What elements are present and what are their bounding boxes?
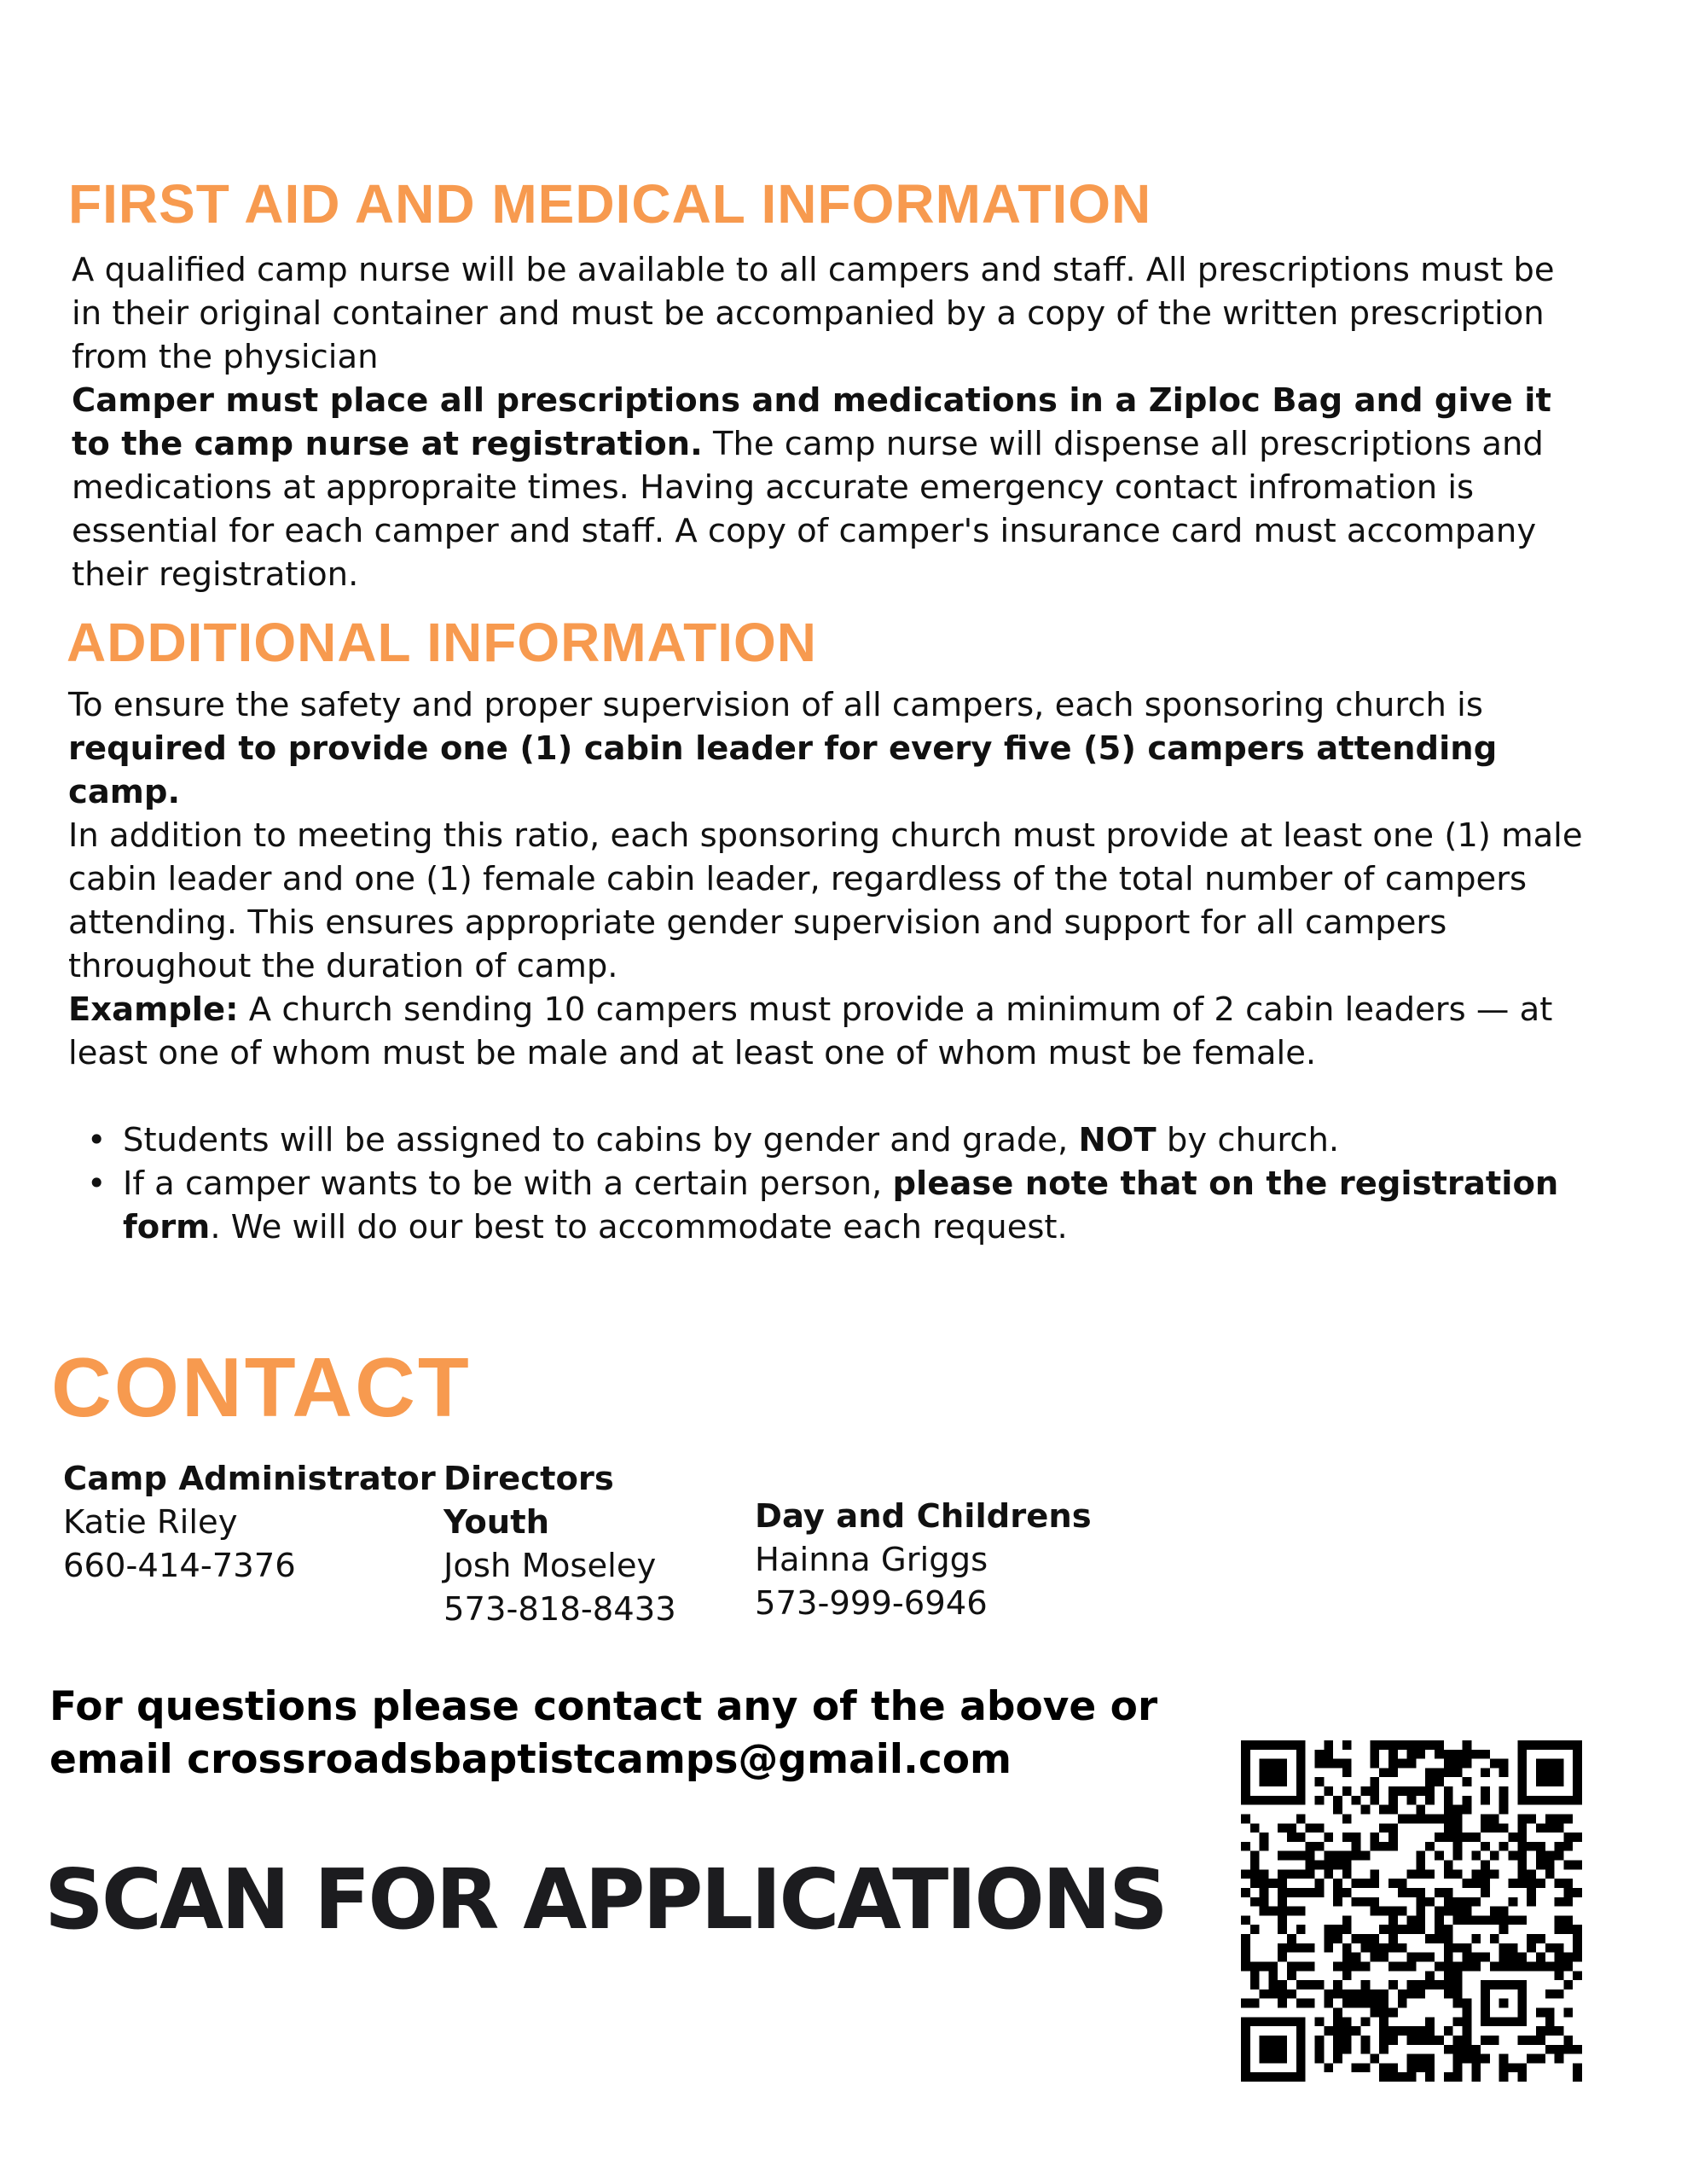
admin-phone: 660-414-7376 xyxy=(63,1547,296,1585)
directors-title: Directors xyxy=(443,1460,614,1498)
bullet2-post: . We will do our best to accommodate each request. xyxy=(210,1208,1068,1246)
youth-phone: 573-818-8433 xyxy=(443,1590,676,1629)
questions-line-1: For questions please contact any of the above or xyxy=(49,1683,1158,1730)
questions-text xyxy=(49,1681,1157,1786)
children-phone: 573-999-6946 xyxy=(755,1584,988,1623)
list-item xyxy=(68,1162,1603,1249)
contact-youth-director xyxy=(443,1457,676,1631)
contact-heading: CONTACT xyxy=(51,1340,472,1434)
first-aid-para2-bold: Camper must place all prescriptions and medications in a Ziploc Bag and give it to the camp nurse at registration. xyxy=(72,381,1551,463)
admin-title: Camp Administrator xyxy=(63,1460,436,1498)
list-item xyxy=(68,1118,1603,1162)
bullet2-text: If a camper wants to be with a certain person, xyxy=(123,1165,893,1203)
additional-info-heading: ADDITIONAL INFORMATION xyxy=(67,612,817,673)
children-name: Hainna Griggs xyxy=(755,1541,988,1579)
scan-for-applications: SCAN FOR APPLICATIONS xyxy=(44,1851,1166,1948)
youth-title: Youth xyxy=(443,1503,550,1542)
bullet2-bold: please note that on the registration form xyxy=(123,1165,1559,1246)
first-aid-para2-text: The camp nurse will dispense all prescriptions and medications at appropraite times. Having accurate emergency contact infromation is essential for each camper and staff. A copy of camper's insurance card must accompany their registration. xyxy=(72,425,1544,594)
cabin-bullets xyxy=(68,1118,1603,1249)
bullet1-post: by church. xyxy=(1156,1121,1340,1159)
contact-admin xyxy=(63,1457,436,1588)
example-paragraph xyxy=(68,988,1603,1075)
additional-para1-text: To ensure the safety and proper supervision of all campers, each sponsoring church is xyxy=(68,686,1483,724)
contact-children-director xyxy=(755,1495,1092,1625)
additional-paragraph-2 xyxy=(68,814,1620,988)
additional-para1-bold: required to provide one (1) cabin leader for every five (5) campers attending camp. xyxy=(68,729,1498,811)
first-aid-paragraph-2 xyxy=(72,379,1573,596)
bullet1-text: Students will be assigned to cabins by gender and grade, xyxy=(123,1121,1079,1159)
first-aid-heading: FIRST AID AND MEDICAL INFORMATION xyxy=(68,173,1152,235)
example-text: A church sending 10 campers must provide a minimum of 2 cabin leaders — at least one of whom must be male and at least one of whom must be female. xyxy=(68,990,1553,1072)
bullet1-bold: NOT xyxy=(1078,1121,1157,1159)
additional-paragraph-1 xyxy=(68,683,1518,814)
youth-name: Josh Moseley xyxy=(443,1547,657,1585)
admin-name: Katie Riley xyxy=(63,1503,238,1542)
qr-code-icon[interactable] xyxy=(1241,1740,1582,2082)
additional-para2-text: In addition to meeting this ratio, each sponsoring church must provide at least one (1) male cabin leader and one (1) female cabin leader, regardless of the total number of campers attending. This ensures appropriate gender supervision and support for all campers throughout the duration of camp. xyxy=(68,816,1583,985)
questions-line-2: email crossroadsbaptistcamps@gmail.com xyxy=(49,1736,1012,1783)
first-aid-para1-text: A qualified camp nurse will be available to all campers and staff. All prescriptions must be in their original container and must be accompanied by a copy of the written prescription from the physician xyxy=(72,251,1555,376)
first-aid-paragraph-1 xyxy=(72,248,1573,379)
example-label: Example: xyxy=(68,990,239,1029)
children-title: Day and Childrens xyxy=(755,1497,1092,1536)
